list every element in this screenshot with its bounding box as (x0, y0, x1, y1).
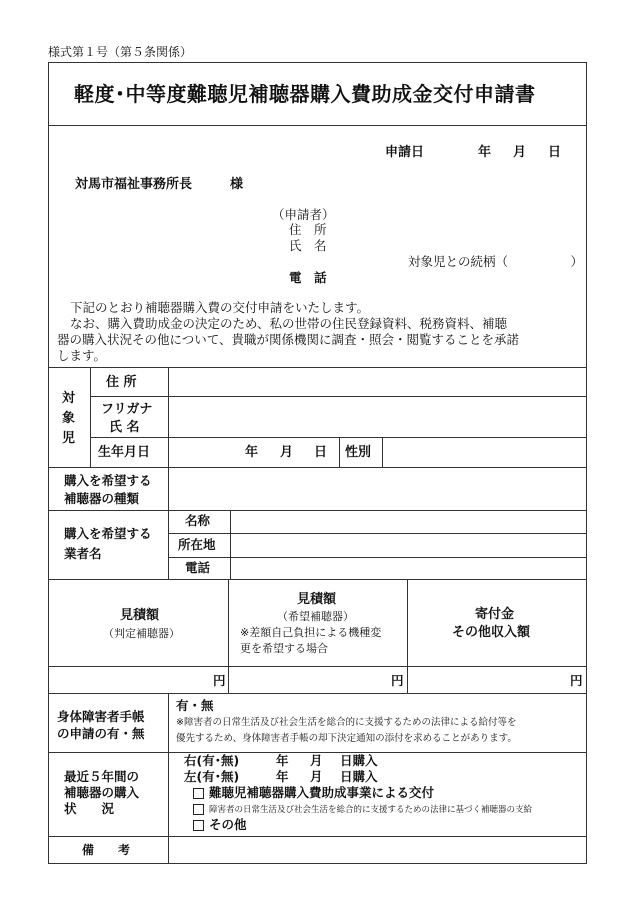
vendor-label: 購入を希望する (64, 526, 152, 541)
estimate-judged-field[interactable] (49, 667, 228, 693)
honorific: 様 (230, 177, 244, 192)
child-furigana-label: フリガナ (101, 402, 153, 417)
divider (168, 510, 169, 579)
child-address-label: 住 所 (106, 375, 137, 390)
birth-year: 年 (245, 445, 259, 460)
history-left-purchased: 日購入 (340, 769, 378, 784)
date-label: 申請日 (385, 145, 425, 160)
relation-label: 対象児との続柄（ ） (408, 254, 584, 269)
estimate-desired-note: ※差額自己負担による機種変 (240, 626, 382, 639)
request-line-3: 器の購入状況その他について、貴職が関係機関に調査・照会・閲覧することを承諾 (57, 332, 520, 347)
estimate-desired-field[interactable] (229, 667, 407, 693)
form-number: 様式第１号（第５条関係） (48, 45, 193, 59)
estimate-desired-note: 更を希望する場合 (240, 642, 328, 655)
birth-day: 日 (314, 445, 328, 460)
disability-value[interactable]: 有・無 (176, 698, 214, 713)
child-birthdate-label: 生年月日 (98, 445, 151, 460)
remarks-field[interactable] (169, 837, 586, 862)
history-option-support-law[interactable]: 障害者の日常生活及び社会生活を総合的に支援するための法律に基づく補聴器の支給 (193, 804, 532, 815)
history-left[interactable]: 左(有･無) (184, 769, 240, 784)
applicant-label: （申請者） (272, 207, 335, 222)
history-label: 最近５年間の (64, 769, 140, 784)
child-group-label: 象 (62, 411, 76, 426)
history-label: 補聴器の購入 (64, 785, 140, 800)
page-title: 軽度･中等度難聴児補聴器購入費助成金交付申請書 (74, 82, 536, 106)
checkbox[interactable] (193, 804, 204, 815)
child-name-label: 氏 名 (109, 420, 140, 435)
vendor-name-field[interactable] (231, 511, 586, 533)
disability-note: ※障害者の日常生活及び社会生活を総合的に支援するための法律による給付等を (176, 717, 517, 728)
vendor-name-label: 名称 (185, 513, 211, 528)
date-day: 日 (548, 145, 562, 160)
divider (48, 693, 587, 694)
vendor-phone-field[interactable] (231, 558, 586, 579)
child-sex-label: 性別 (345, 445, 372, 460)
hearing-aid-type-label: 補聴器の種類 (64, 491, 140, 506)
vendor-label: 業者名 (64, 546, 102, 561)
child-group-label: 児 (62, 431, 76, 446)
estimate-judged-title: 見積額 (120, 608, 160, 623)
hearing-aid-type-field[interactable] (169, 468, 586, 510)
estimate-judged-sub: （判定補聴器） (103, 627, 180, 640)
disability-note: 優先するため、身体障害者手帳の却下決定通知の添付を求めることがあります。 (176, 733, 517, 744)
history-left-year: 年 (276, 769, 289, 784)
checkbox[interactable] (193, 788, 204, 799)
divider (90, 367, 91, 467)
hearing-aid-type-label: 購入を希望する (64, 473, 152, 488)
history-right-year: 年 (276, 753, 289, 768)
applicant-address-label: 住 所 (289, 222, 327, 237)
disability-label: 身体障害者手帳 (57, 709, 145, 724)
date-year: 年 (478, 145, 492, 160)
divider (339, 437, 340, 467)
history-right-purchased: 日購入 (340, 753, 378, 768)
request-line-2: なお、購入費助成金の決定のため、私の世帯の住民登録資料、税務資料、補聴 (70, 316, 508, 331)
checkbox[interactable] (193, 820, 204, 831)
request-line-4: します。 (57, 348, 107, 363)
applicant-phone-label: 電 話 (289, 270, 327, 285)
estimate-desired-title: 見積額 (297, 592, 337, 607)
remarks-label: 備 考 (82, 843, 131, 857)
addressee: 対馬市福祉事務所長 (75, 177, 193, 192)
vendor-phone-label: 電話 (185, 560, 211, 575)
child-sex-field[interactable] (383, 438, 586, 467)
yen-unit: 円 (391, 673, 404, 688)
donation-title: その他収入額 (452, 625, 531, 640)
vendor-location-field[interactable] (231, 534, 586, 557)
yen-unit: 円 (570, 673, 583, 688)
donation-field[interactable] (408, 667, 586, 693)
child-name-field[interactable] (169, 397, 586, 437)
yen-unit: 円 (213, 673, 226, 688)
divider (48, 579, 587, 580)
history-right[interactable]: 右(有･無) (184, 753, 240, 768)
birth-month: 月 (280, 445, 294, 460)
divider (48, 125, 587, 126)
child-address-field[interactable] (169, 368, 586, 396)
estimate-desired-sub: （希望補聴器） (277, 610, 354, 623)
request-line-1: 下記のとおり補聴器購入費の交付申請をいたします。 (70, 300, 370, 315)
applicant-name-label: 氏 名 (289, 238, 327, 253)
donation-title: 寄付金 (475, 607, 515, 622)
child-group-label: 対 (62, 391, 76, 406)
disability-label: の申請の有・無 (57, 726, 145, 741)
history-left-month: 月 (310, 769, 323, 784)
history-label: 状 況 (64, 801, 115, 816)
date-month: 月 (513, 145, 527, 160)
history-option-other[interactable]: その他 (193, 819, 247, 832)
vendor-location-label: 所在地 (178, 537, 216, 552)
history-right-month: 月 (310, 753, 323, 768)
history-option-subsidy[interactable]: 難聴児補聴器購入費助成事業による交付 (193, 787, 434, 800)
